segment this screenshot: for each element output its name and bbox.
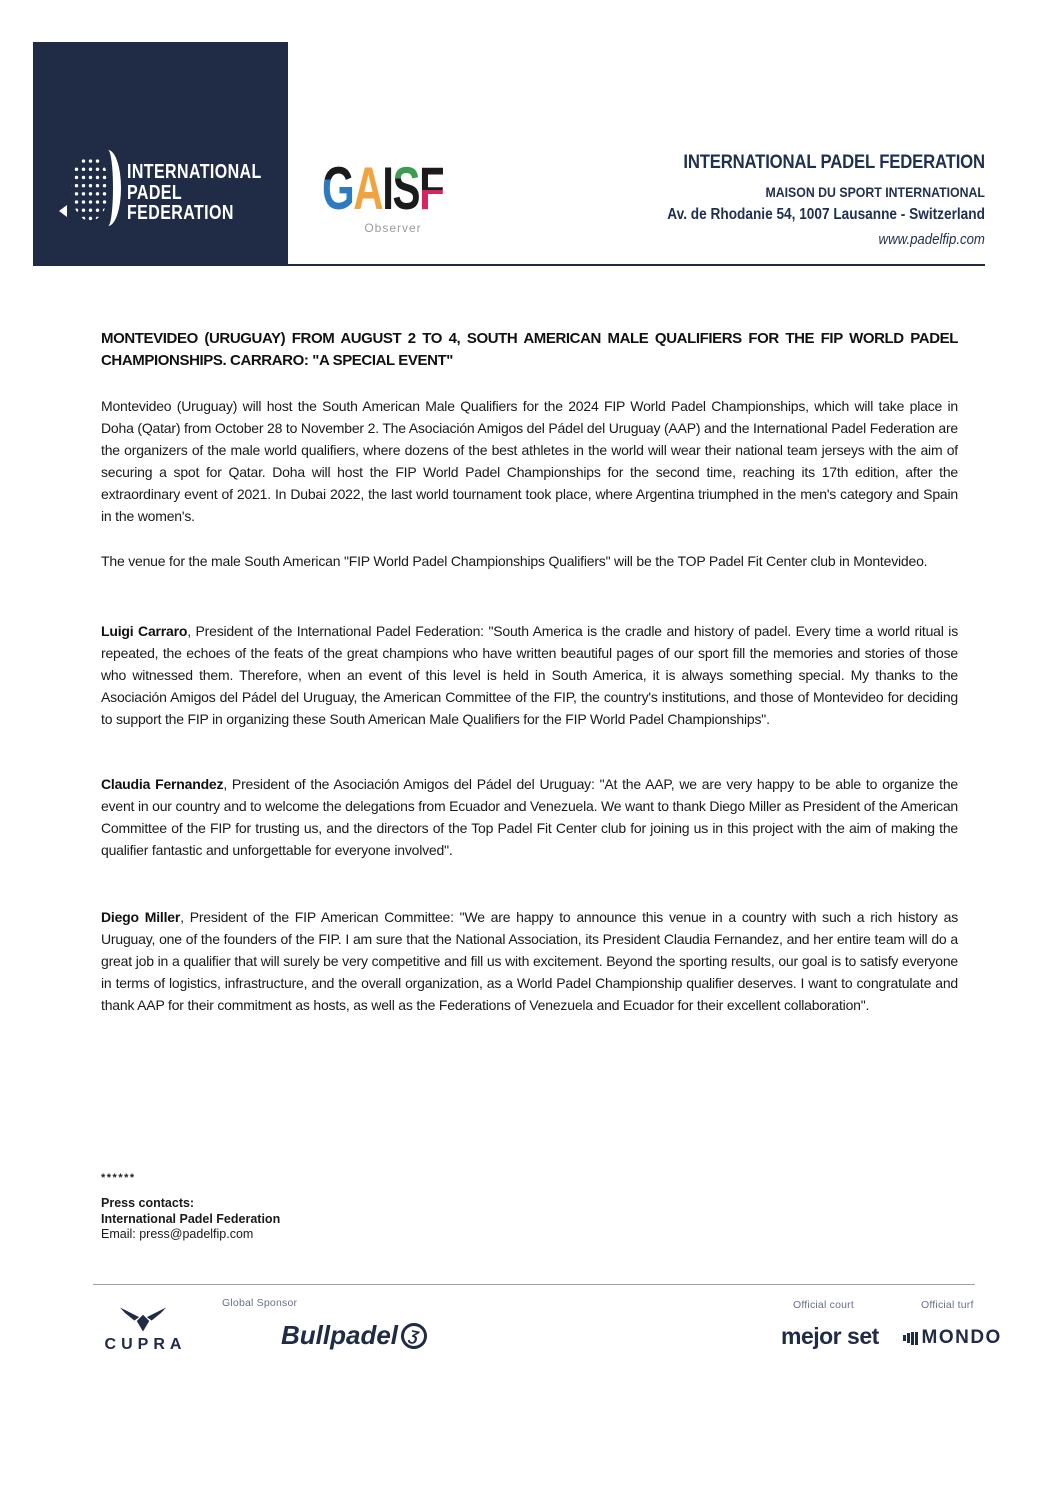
fip-wordmark-line2: PADEL	[127, 181, 183, 204]
headline: MONTEVIDEO (URUGUAY) FROM AUGUST 2 TO 4, SOUTH AMERICAN MALE QUALIFIERS FOR THE FIP WORLD PADEL CHAMPIONSHIPS. CARRARO: "A SPECIAL EVENT"	[101, 330, 958, 369]
press-contacts-email: Email: press@padelfip.com	[101, 1227, 254, 1241]
official-court-label: Official court	[793, 1299, 854, 1311]
org-building: MAISON DU SPORT INTERNATIONAL	[765, 184, 985, 200]
paragraph-text: , President of the FIP American Committee: "We are happy to announce this venue in a country with such a rich history as Uruguay, one of the founders of the FIP. I am sure that the National Association, its President Claudia Fernandez, and her entire team will do a great job in a qualifier that will surely be very competitive and fill us with excitement. Beyond the sporting results, our goal is to satisfy everyone in terms of logistics, infrastructure, and the overall organization, as a World Padel Championship qualifier deserves. I want to congratulate and thank AAP for their commitment as hosts, as well as the Federations of Venezuela and Ecuador for their excellent collaboration".	[101, 909, 958, 1013]
gaisf-letters	[322, 155, 462, 222]
racket-frame-icon	[95, 150, 121, 226]
gaisf-logo	[322, 155, 522, 235]
asterisks-separator: ******	[101, 1172, 136, 1184]
mondo-logo	[903, 1327, 1002, 1349]
org-name: INTERNATIONAL PADEL FEDERATION	[683, 152, 985, 173]
fip-wordmark	[127, 162, 262, 224]
press-contacts-org: International Padel Federation	[101, 1211, 281, 1226]
official-turf-label: Official turf	[921, 1299, 974, 1311]
article-paragraph-5	[101, 906, 958, 1016]
bullpadel-logo	[281, 1320, 427, 1351]
global-sponsor-label: Global Sponsor	[222, 1297, 298, 1309]
press-contacts-block	[101, 1196, 280, 1243]
racket-handle-icon	[59, 205, 67, 217]
org-website: www.padelfip.com	[878, 231, 985, 248]
article-paragraph-3	[101, 620, 958, 730]
paragraph-text: , President of the Asociación Amigos del Pádel del Uruguay: "At the AAP, we are very happy to be able to organize the event in our country and to welcome the delegations from Ecuador and Venezuela. We want to thank Diego Miller as President of the American Committee of the FIP for trusting us, and the directors of the Top Padel Fit Center club for joining us in this project with the aim of making the qualifier fantastic and unforgettable for everyone involved".	[101, 776, 958, 858]
fip-logo-block	[33, 42, 288, 266]
article-paragraph-4	[101, 773, 958, 861]
paragraph-text: , President of the International Padel Federation: "South America is the cradle and history of padel. Every time a world ritual is repeated, the echoes of the feats of the great champions who have written beautiful pages of our sport fill the memories and stories of those who witnessed them. Therefore, when an event of this level is held in South America, it is always something special. My thanks to the Asociación Amigos del Pádel del Uruguay, the American Committee of the FIP, the country's institutions, and those of Montevideo for deciding to support the FIP in organizing these South American Male Qualifiers for the FIP World Padel Championships".	[101, 623, 958, 727]
gaisf-letter-i: I	[382, 155, 393, 222]
mondo-bars-icon	[903, 1332, 918, 1345]
article-paragraph-2	[101, 550, 958, 572]
fip-wordmark-line3: FEDERATION	[127, 202, 234, 224]
speaker-name: Diego Miller	[101, 909, 181, 925]
article-paragraph-1	[101, 395, 958, 527]
cupra-wordmark: CUPRA	[104, 1336, 187, 1353]
cupra-logo	[88, 1306, 198, 1354]
gaisf-letter-f: F	[419, 155, 444, 222]
org-street: Av. de Rhodanie 54, 1007 Lausanne - Switzerland	[667, 206, 985, 223]
org-address-block	[667, 152, 985, 248]
press-contacts-title: Press contacts:	[101, 1196, 195, 1210]
gaisf-letter-a: A	[353, 155, 383, 222]
bullpadel-badge-icon: Ʒ	[399, 1320, 430, 1351]
paragraph-text: Montevideo (Uruguay) will host the South American Male Qualifiers for the 2024 FIP World Padel Championships, which will take place in Doha (Qatar) from October 28 to November 2. The Asociación Amigos del Pádel del Uruguay (AAP) and the International Padel Federation are the organizers of the male world qualifiers, where dozens of the best athletes in the world will wear their national team jerseys with the aim of securing a spot for Qatar. Doha will host the FIP World Padel Championships for the second time, reaching its 17th edition, after the extraordinary event of 2021. In Dubai 2022, the last world tournament took place, where Argentina triumphed in the men's category and Spain in the women's.	[101, 398, 958, 524]
gaisf-letter-s: S	[392, 155, 420, 222]
footer-divider	[93, 1284, 975, 1285]
paragraph-text: The venue for the male South American "FIP World Padel Championships Qualifiers" will be the TOP Padel Fit Center club in Montevideo.	[101, 553, 928, 569]
header-divider	[288, 264, 985, 266]
speaker-name: Luigi Carraro	[101, 623, 188, 639]
gaisf-letter-g: G	[322, 155, 354, 222]
mejorset-logo: mejor set	[781, 1323, 879, 1349]
mondo-wordmark: MONDO	[921, 1327, 1002, 1348]
speaker-name: Claudia Fernandez	[101, 776, 224, 792]
gaisf-observer-label: Observer	[364, 221, 422, 235]
fip-wordmark-line1: INTERNATIONAL	[127, 161, 262, 183]
cupra-badge-icon	[119, 1306, 167, 1333]
bullpadel-wordmark: Bullpadel	[281, 1320, 399, 1350]
